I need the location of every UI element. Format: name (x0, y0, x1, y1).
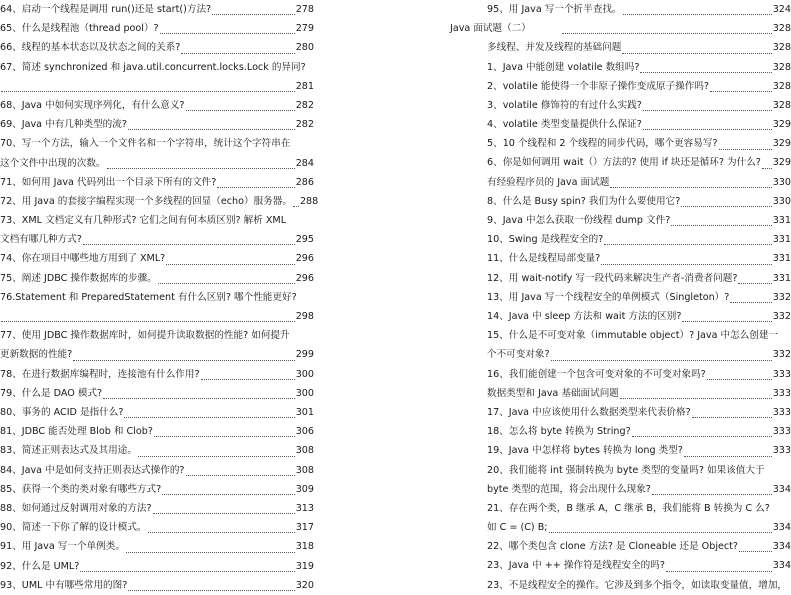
dot-leader (1, 90, 295, 92)
toc-page-number: 309 (295, 483, 314, 495)
toc-entry-title: 10、Swing 是线程安全的? (487, 234, 604, 246)
dot-leader (138, 455, 295, 457)
toc-entry[interactable] (0, 288, 314, 326)
toc-entry-title: 22、哪个类包含 clone 方法? 是 Cloneable 还是 Object? (487, 541, 739, 553)
toc-entry[interactable] (0, 249, 314, 268)
toc-page-number: 301 (295, 407, 314, 418)
toc-entry[interactable] (0, 326, 314, 364)
toc-entry-title: 85、获得一个类的类对象有哪些方式? (0, 483, 162, 495)
toc-page-number: 333 (772, 426, 791, 438)
toc-page-number: 319 (295, 560, 314, 572)
toc-entry[interactable] (0, 173, 314, 192)
toc-entry[interactable] (450, 19, 791, 38)
toc-entry[interactable] (480, 556, 791, 575)
toc-entry[interactable] (480, 96, 791, 115)
toc-entry[interactable] (480, 0, 791, 19)
toc-entry-title-cont: 更新数据的性能? (0, 349, 73, 361)
toc-entry-title: 20、我们能将 int 强制转换为 byte 类型的变量吗? 如果该值大于 (487, 464, 765, 476)
toc-entry-title: 66、线程的基本状态以及状态之间的关系? (0, 42, 181, 54)
toc-page-number: 331 (772, 215, 791, 227)
toc-page-number: 317 (295, 522, 314, 534)
toc-entry[interactable] (480, 269, 791, 288)
toc-entry[interactable] (480, 537, 791, 556)
toc-entry-title: 77、使用 JDBC 操作数据库时，如何提升读取数据的性能? 如何提升 (0, 330, 290, 342)
toc-page-number: 332 (772, 291, 791, 303)
toc-page-number: 281 (295, 80, 314, 92)
dot-leader (153, 512, 295, 514)
toc-page-number: 300 (295, 368, 314, 380)
toc-entry[interactable] (0, 19, 314, 38)
toc-page-number: 284 (295, 157, 314, 169)
dot-leader (128, 128, 295, 130)
toc-entry-title: 19、Java 中怎样将 bytes 转换为 long 类型? (487, 445, 683, 457)
toc-page-number: 331 (772, 234, 791, 246)
toc-entry[interactable] (480, 307, 791, 326)
dot-leader (181, 52, 294, 54)
dot-leader (126, 551, 295, 553)
toc-entry-title-cont: 如 C = (C) B; (487, 522, 548, 534)
toc-entry-title: 数据类型和 Java 基础面试问题 (487, 387, 619, 399)
toc-page-number: 334 (772, 483, 791, 495)
toc-page-number: 332 (772, 310, 791, 322)
toc-entry-title: 81、JDBC 能否处理 Blob 和 Clob? (0, 426, 153, 438)
dot-leader (212, 13, 295, 15)
dot-leader (158, 282, 295, 284)
toc-page-number: 333 (772, 445, 791, 457)
toc-entry[interactable] (480, 403, 791, 422)
toc-page-number: 334 (772, 541, 791, 553)
toc-entry-title: 70、写一个方法，输入一个文件名和一个字符串，统计这个字符串在 (0, 138, 291, 150)
toc-entry[interactable] (480, 134, 791, 153)
toc-entry-title: 90、简述一下你了解的设计模式。 (0, 522, 147, 534)
toc-page-number: 328 (772, 80, 791, 92)
toc-page-number: 286 (295, 176, 314, 188)
dot-leader (124, 416, 294, 418)
dot-leader (719, 148, 772, 150)
dot-leader (186, 474, 295, 476)
dot-leader (684, 455, 772, 457)
toc-page-number: 320 (295, 579, 314, 591)
toc-entry-title: 21、存在两个类，B 继承 A，C 继承 B，我们能将 B 转换为 C 么? (487, 502, 770, 514)
toc-entry[interactable] (0, 557, 314, 576)
dot-leader (1, 320, 295, 322)
toc-entry[interactable] (0, 269, 314, 288)
toc-entry-title: 18、怎么将 byte 转换为 String? (487, 426, 631, 438)
toc-page-number: 330 (772, 195, 791, 207)
toc-entry[interactable] (0, 365, 314, 384)
dot-leader (201, 378, 295, 380)
toc-entry-title: 多线程、并发及线程的基础问题 (487, 42, 622, 54)
dot-leader (682, 320, 771, 322)
toc-entry[interactable] (0, 384, 314, 403)
dot-leader (610, 186, 771, 188)
toc-entry-title: 79、什么是 DAO 模式? (0, 387, 103, 399)
toc-entry-title: 92、什么是 UML? (0, 560, 80, 572)
toc-entry[interactable] (0, 518, 314, 537)
toc-entry-title: 1、Java 中能创建 volatile 数组吗? (487, 61, 640, 73)
toc-entry-title: 12、用 wait-notify 写一段代码来解决生产者-消费者问题? (487, 272, 738, 284)
dot-leader (562, 32, 772, 34)
toc-entry[interactable] (480, 499, 791, 537)
dot-leader (293, 205, 299, 207)
dot-leader (80, 570, 294, 572)
toc-page-number: 324 (772, 3, 791, 15)
toc-entry-title: 有经验程序员的 Java 面试题 (487, 176, 610, 188)
dot-leader (162, 493, 294, 495)
toc-page-number: 306 (295, 426, 314, 438)
toc-entry-title: 69、Java 中有几种类型的流? (0, 119, 127, 131)
toc-page-number: 282 (295, 119, 314, 131)
dot-leader (671, 224, 771, 226)
toc-page-number: 333 (772, 387, 791, 399)
toc-entry[interactable] (0, 461, 314, 480)
toc-entry[interactable] (0, 441, 314, 460)
toc-page-number: 334 (772, 560, 791, 572)
toc-entry-title: 67、简述 synchronized 和 java.util.concurrent.locks.Lock 的异同? (0, 61, 306, 73)
dot-leader (643, 128, 772, 130)
dot-leader (707, 378, 772, 380)
dot-leader (632, 435, 772, 437)
toc-page-number: 333 (772, 368, 791, 380)
toc-entry-title: 72、用 Java 的套接字编程实现一个多线程的回显（echo）服务器。 (0, 195, 292, 207)
toc-page-number: 296 (295, 253, 314, 265)
toc-entry-title: 23、Java 中 ++ 操作符是线程安全的吗? (487, 560, 665, 572)
dot-leader (640, 71, 771, 73)
toc-page-number: 331 (772, 253, 791, 265)
dot-leader (739, 550, 772, 552)
dot-leader (738, 282, 771, 284)
toc-entry-title: 9、Java 中怎么获取一份线程 dump 文件? (487, 215, 671, 227)
dot-leader (601, 263, 771, 265)
toc-page-number: 328 (772, 99, 791, 111)
toc-entry-title: 71、如何用 Java 代码列出一个目录下所有的文件? (0, 176, 217, 188)
toc-page-number: 308 (295, 464, 314, 476)
toc-entry[interactable] (480, 58, 791, 77)
dot-leader (83, 243, 295, 245)
toc-entry-title: 3、volatile 修饰符的有过什么实践? (487, 99, 642, 111)
toc-entry[interactable] (480, 173, 791, 192)
toc-entry-title: 6、你是如何调用 wait（）方法的? 使用 if 块还是循环? 为什么? (487, 157, 761, 169)
toc-entry-title: 15、什么是不可变对象（immutable object）? Java 中怎么创建一 (487, 330, 779, 342)
toc-entry[interactable] (480, 38, 791, 57)
toc-page-number: 332 (772, 349, 791, 361)
toc-entry-title: 8、什么是 Busy spin? 我们为什么要使用它? (487, 195, 681, 207)
toc-entry-title: 14、Java 中 sleep 方法和 wait 方法的区别? (487, 310, 682, 322)
toc-page-number: 279 (295, 23, 314, 35)
dot-leader (166, 263, 294, 265)
toc-entry[interactable] (480, 461, 791, 499)
toc-entry-title: 68、Java 中如何实现序列化，有什么意义? (0, 99, 185, 111)
toc-page-number: 288 (299, 195, 319, 207)
toc-page-number: 328 (772, 23, 791, 35)
toc-page-number: 295 (295, 234, 314, 246)
dot-leader (103, 397, 295, 399)
toc-page-number: 313 (295, 502, 314, 514)
toc-entry-title: 65、什么是线程池（thread pool）? (0, 23, 159, 35)
toc-entry-title: 74、你在项目中哪些地方用到了 XML? (0, 253, 166, 265)
dot-leader (148, 531, 295, 533)
toc-entry[interactable] (0, 403, 314, 422)
toc-page-number: 331 (772, 272, 791, 284)
toc-entry-title: 80、事务的 ACID 是指什么? (0, 407, 124, 418)
toc-entry-title: 95、用 Java 写一个折半查找。 (487, 3, 622, 15)
toc-entry[interactable] (0, 576, 314, 595)
toc-entry-title: 76.Statement 和 PreparedStatement 有什么区别? 哪个性能更好? (0, 291, 297, 303)
toc-entry[interactable] (0, 499, 314, 518)
toc-entry[interactable] (0, 115, 314, 134)
toc-entry-title-cont: 这个文件中出现的次数。 (0, 157, 106, 169)
dot-leader (710, 90, 772, 92)
toc-entry-title: 83、简述正则表达式及其用途。 (0, 445, 137, 457)
toc-entry[interactable] (0, 0, 314, 19)
toc-entry-title: 84、Java 中是如何支持正则表达式操作的? (0, 464, 185, 476)
toc-entry[interactable] (480, 230, 791, 249)
dot-leader (623, 13, 772, 15)
toc-page-number: 298 (295, 311, 314, 323)
toc-entry-title-cont: 文档有哪几种方式? (0, 234, 82, 246)
toc-entry-title: 4、volatile 类型变量提供什么保证? (487, 119, 642, 131)
dot-leader (762, 167, 772, 169)
dot-leader (186, 109, 295, 111)
dot-leader (160, 32, 295, 34)
toc-page-number: 329 (772, 157, 791, 169)
toc-entry[interactable] (480, 192, 791, 211)
toc-page-number: 282 (295, 99, 314, 111)
toc-entry-title: 75、阐述 JDBC 操作数据库的步骤。 (0, 272, 157, 284)
toc-entry-title-cont: byte 类型的范围，将会出现什么现象? (487, 483, 651, 495)
dot-leader (666, 570, 772, 572)
toc-entry-title-cont: 个不可变对象? (487, 349, 550, 361)
toc-entry[interactable] (0, 211, 314, 249)
dot-leader (73, 359, 294, 361)
toc-entry[interactable] (480, 115, 791, 134)
toc-page-number: 299 (295, 349, 314, 361)
toc-page-number: 280 (295, 42, 314, 54)
toc-entry[interactable] (0, 422, 314, 441)
toc-entry[interactable] (480, 77, 791, 96)
toc-entry-title: 93、UML 中有哪些常用的图? (0, 579, 128, 591)
dot-leader (692, 416, 772, 418)
toc-page-number: 328 (772, 61, 791, 73)
dot-leader (128, 589, 294, 591)
toc-entry[interactable] (0, 192, 319, 211)
toc-section-title: Java 面试题（二） (450, 23, 531, 35)
toc-entry-title: 23、不是线程安全的操作。它涉及到多个指令，如读取变量值，增加， (487, 579, 788, 591)
toc-entry-title: 64、启动一个线程是调用 run()还是 start()方法? (0, 3, 212, 15)
toc-entry-title: 11、什么是线程局部变量? (487, 253, 601, 265)
toc-page-number: 300 (295, 387, 314, 399)
toc-entry-title: 5、10 个线程和 2 个线程的同步代码，哪个更容易写? (487, 138, 718, 150)
dot-leader (643, 109, 772, 111)
toc-entry[interactable] (480, 422, 791, 441)
toc-entry-title: 91、用 Java 写一个单例类。 (0, 541, 125, 553)
toc-entry[interactable] (0, 480, 314, 499)
toc-entry[interactable] (0, 537, 314, 556)
toc-entry[interactable] (480, 365, 791, 384)
toc-entry-title: 13、用 Java 写一个线程安全的单例模式（Singleton）? (487, 291, 730, 303)
toc-entry[interactable] (480, 384, 791, 403)
dot-leader (604, 243, 771, 245)
toc-entry-title: 78、在进行数据库编程时，连接池有什么作用? (0, 368, 200, 380)
toc-entry[interactable] (0, 38, 314, 57)
dot-leader (217, 186, 294, 188)
toc-page-number: 330 (772, 176, 791, 188)
toc-entry[interactable] (480, 288, 791, 307)
toc-entry-title: 16、我们能创建一个包含可变对象的不可变对象吗? (487, 368, 706, 380)
dot-leader (652, 493, 772, 495)
dot-leader (154, 435, 295, 437)
toc-entry[interactable] (480, 249, 791, 268)
dot-leader (620, 397, 772, 399)
toc-entry[interactable] (480, 576, 791, 595)
toc-page-number: 308 (295, 445, 314, 457)
toc-entry[interactable] (480, 326, 791, 364)
dot-leader (107, 167, 295, 169)
toc-page-number: 333 (772, 406, 791, 418)
toc-entry[interactable] (0, 134, 314, 172)
toc-entry-title: 17、Java 中应该使用什么数据类型来代表价格? (487, 406, 691, 418)
dot-leader (730, 301, 771, 303)
toc-entry[interactable] (0, 58, 314, 96)
toc-entry[interactable] (480, 441, 791, 460)
toc-page-number: 329 (772, 138, 791, 150)
toc-page-number: 296 (295, 272, 314, 284)
toc-page-number: 318 (295, 541, 314, 553)
toc-entry-title: 88、如何通过反射调用对象的方法? (0, 502, 152, 514)
dot-leader (551, 359, 772, 361)
toc-page-number: 329 (772, 119, 791, 131)
toc-page-number: 334 (772, 522, 791, 534)
toc-right-column (450, 0, 791, 595)
toc-entry[interactable] (0, 96, 314, 115)
toc-left-column (0, 0, 319, 595)
toc-page-number: 278 (295, 3, 314, 15)
toc-entry-title: 73、XML 文档定义有几种形式? 它们之间有何本质区别? 解析 XML (0, 215, 287, 227)
toc-entry[interactable] (480, 154, 791, 173)
dot-leader (681, 205, 771, 207)
toc-page-number: 328 (772, 42, 791, 54)
toc-entry[interactable] (480, 211, 791, 230)
dot-leader (622, 52, 771, 54)
toc-entry-title: 2、volatile 能使得一个非原子操作变成原子操作吗? (487, 80, 710, 92)
